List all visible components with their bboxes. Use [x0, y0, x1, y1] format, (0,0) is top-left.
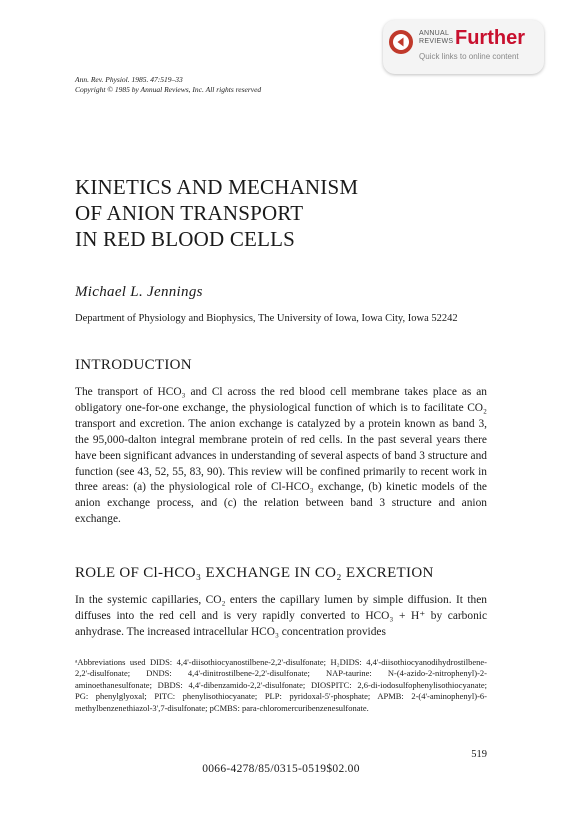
title-line: OF ANION TRANSPORT	[75, 201, 304, 225]
abbreviations-footnote: ᵃAbbreviations used DIDS: 4,4'-diisothiocyanostilbene-2,2'-disulfonate; H₂DIDS: 4,4'-diisothiocyanodihydrostilbene-2,2'-disulfonate; DNDS: 4,4'-dinitrostilbene-2,2'-disulfonate; NAP-taurine: N-(4-azido-2-nitrophenyl)-2-aminoethanesulfonate; DBDS: 4,4'-dibenzamido-2,2'-disulfonate; DIOSPITC: 2,6-di-iodosulfophenylisothiocyanate; PG: phenylglyoxal; PITC: phenylisothiocyanate; PLP: pyridoxal-5'-phosphate; APMB: 2-(4'-aminophenyl)-6-methylbenzenethiazol-3',7-disulfonate; pCMBS: para-chloromercuribenzenesulfonate.	[75, 657, 487, 713]
article-title	[75, 174, 515, 252]
role-paragraph: In the systemic capillaries, CO₂ enters the capillary lumen by simple diffusion. It then diffuses into the red cell and is very rapidly converted to HCO₃ + H⁺ by carbonic anhydrase. The increased intracellular HCO₃ concentration provides	[75, 594, 487, 638]
author-affiliation: Department of Physiology and Biophysics, The University of Iowa, Iowa City, Iowa 52242	[75, 313, 458, 324]
title-line: KINETICS AND MECHANISM	[75, 175, 359, 199]
badge-reviews-label: REVIEWS	[419, 38, 454, 45]
section-heading-introduction: INTRODUCTION	[75, 357, 192, 373]
author-name: Michael L. Jennings	[75, 284, 203, 300]
badge-annual-label: ANNUAL	[419, 30, 450, 37]
copyright-line: Copyright © 1985 by Annual Reviews, Inc. All rights reserved	[75, 85, 262, 94]
play-icon	[389, 30, 413, 54]
further-badge-link[interactable]	[383, 20, 544, 74]
journal-citation: Ann. Rev. Physiol. 1985. 47:519–33	[75, 75, 183, 84]
badge-subtitle: Quick links to online content	[419, 52, 519, 61]
article-code: 0066-4278/85/0315-0519$02.00	[202, 763, 360, 775]
badge-further-label: Further	[455, 27, 525, 49]
page-number: 519	[471, 749, 487, 760]
introduction-paragraph: The transport of HCO₃ and Cl across the red blood cell membrane takes place as an obligatory one-for-one exchange, the physiological function of which is to facilitate CO₂ transport and excretion. The anion exchange is catalyzed by a protein known as band 3, the 95,000-dalton integral membrane protein of red cells. In the past several years there have been significant advances in understanding of several aspects of band 3 structure and function (see 43, 52, 55, 83, 90). This review will be confined primarily to recent work in three areas: (a) the physiological role of Cl-HCO₃ exchange, (b) kinetic models of the anion exchange process, and (c) the relation between band 3 structure and anion exchange.	[75, 386, 487, 526]
title-line: IN RED BLOOD CELLS	[75, 227, 296, 251]
section-heading-role: ROLE OF Cl-HCO₃ EXCHANGE IN CO₂ EXCRETION	[75, 565, 434, 581]
